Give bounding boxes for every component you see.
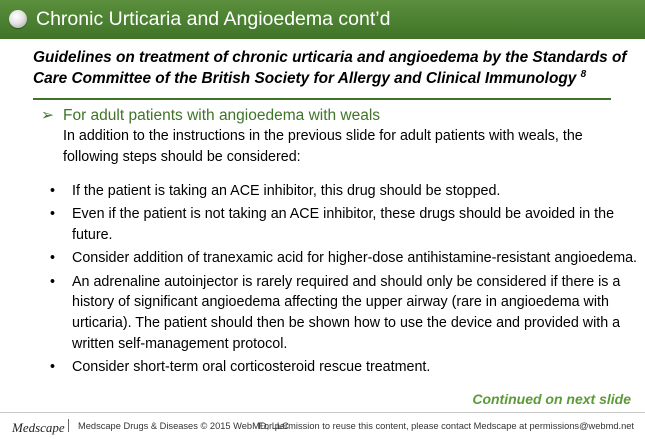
bullet-icon: • <box>50 273 56 290</box>
bullet-icon: • <box>50 206 56 223</box>
bullet-icon: • <box>50 250 56 267</box>
title-bullet-icon <box>9 10 27 28</box>
headline-divider <box>33 98 611 100</box>
list-item-text: Even if the patient is not taking an ACE inhibitor, these drugs should be avoided in the future. <box>72 206 615 244</box>
arrow-bullet-icon: ➢ <box>41 107 54 124</box>
recommendation-list <box>50 181 640 381</box>
list-item <box>50 357 640 378</box>
guideline-headline <box>33 47 638 89</box>
footer-divider <box>0 412 645 413</box>
permission-text: For permission to reuse this content, please contact Medscape at permissions@webmd.net <box>258 421 634 431</box>
list-item-text: Consider short-term oral corticosteroid rescue treatment. <box>72 359 431 376</box>
title-bar <box>0 0 645 39</box>
reference-superscript: 8 <box>580 68 587 80</box>
copyright-text: Medscape Drugs & Diseases © 2015 WebMD, LLC <box>78 421 289 431</box>
list-item-text: If the patient is taking an ACE inhibitor, this drug should be stopped. <box>72 183 501 199</box>
list-item <box>50 272 640 355</box>
continued-note: Continued on next slide <box>472 391 631 407</box>
section-heading <box>41 106 380 126</box>
list-item-text: Consider addition of tranexamic acid for higher-dose antihistamine-resistant angioedema. <box>72 250 638 267</box>
footer-separator <box>68 419 69 432</box>
headline-text: Guidelines on treatment of chronic urticaria and angioedema by the Standards of Care Committee of the British Society for Allergy and Clinical Immunology <box>33 49 627 87</box>
section-heading-text: For adult patients with angioedema with weals <box>63 107 381 124</box>
footer <box>0 414 645 439</box>
list-item <box>50 204 640 246</box>
list-item <box>50 181 640 202</box>
medscape-logo: Medscape <box>12 420 65 435</box>
list-item-text: An adrenaline autoinjector is rarely required and should only be considered if there is a history of significant angioedema affecting the upper airway (rare in angioedema with urticaria). The patient should then be shown how to use the device and provided with a written self-management protocol. <box>72 273 621 353</box>
list-item <box>50 248 640 269</box>
section-intro: In addition to the instructions in the previous slide for adult patients with weals, the following steps should be considered: <box>63 128 583 165</box>
slide-title: Chronic Urticaria and Angioedema cont’d <box>36 8 391 30</box>
bullet-icon: • <box>50 359 56 376</box>
bullet-icon: • <box>50 183 56 199</box>
